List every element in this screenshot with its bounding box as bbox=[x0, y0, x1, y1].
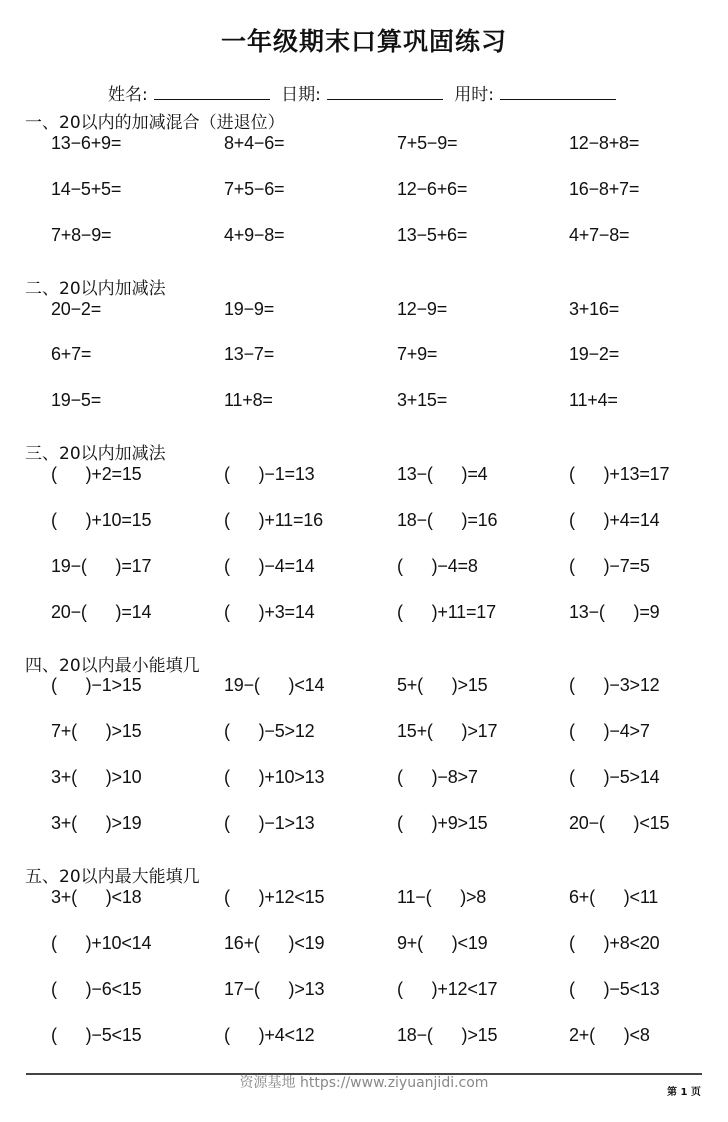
date-blank[interactable] bbox=[327, 83, 443, 100]
problem[interactable]: ( )+4<12 bbox=[224, 1025, 315, 1045]
problem[interactable]: ( )+12<17 bbox=[397, 979, 498, 999]
problem-row bbox=[0, 887, 728, 911]
problem-row bbox=[0, 933, 728, 957]
problem[interactable]: ( )−1>13 bbox=[224, 813, 315, 833]
problem[interactable]: 13−( )=4 bbox=[397, 464, 488, 484]
problem[interactable]: ( )+11=17 bbox=[397, 602, 496, 622]
problem-row bbox=[0, 602, 728, 626]
problem-row bbox=[0, 133, 728, 157]
time-label: 用时: bbox=[454, 85, 495, 105]
date-label: 日期: bbox=[281, 85, 321, 105]
section-1-title: 一、20以内的加减混合（进退位） bbox=[25, 113, 285, 133]
problem: 12−8+8= bbox=[569, 133, 640, 153]
problem[interactable]: ( )+10>13 bbox=[224, 767, 325, 787]
problem-row bbox=[0, 813, 728, 837]
problem[interactable]: ( )−5<13 bbox=[569, 979, 660, 999]
section-5-title: 五、20以内最大能填几 bbox=[25, 867, 200, 887]
problem-row bbox=[0, 767, 728, 791]
problem: 12−9= bbox=[397, 299, 448, 319]
problem[interactable]: 20−( )<15 bbox=[569, 813, 670, 833]
problem[interactable]: ( )−1=13 bbox=[224, 464, 315, 484]
problem[interactable]: 9+( )<19 bbox=[397, 933, 488, 953]
problem: 13−6+9= bbox=[51, 133, 122, 153]
problem: 6+7= bbox=[51, 344, 92, 364]
problem: 8+4−6= bbox=[224, 133, 285, 153]
problem: 14−5+5= bbox=[51, 179, 122, 199]
problem: 19−2= bbox=[569, 344, 620, 364]
problem-row bbox=[0, 721, 728, 745]
problem[interactable]: ( )+8<20 bbox=[569, 933, 660, 953]
problem[interactable]: 6+( )<11 bbox=[569, 887, 659, 907]
problem[interactable]: ( )−8>7 bbox=[397, 767, 478, 787]
name-blank[interactable] bbox=[154, 83, 270, 100]
problem[interactable]: ( )−1>15 bbox=[51, 675, 142, 695]
problem: 3+16= bbox=[569, 299, 620, 319]
problem-row bbox=[0, 510, 728, 534]
problem-row bbox=[0, 390, 728, 414]
footer-watermark: 资源基地 https://www.ziyuanjidi.com bbox=[239, 1075, 489, 1091]
problem[interactable]: ( )−4>7 bbox=[569, 721, 650, 741]
problem[interactable]: 13−( )=9 bbox=[569, 602, 660, 622]
time-blank[interactable] bbox=[500, 83, 616, 100]
problem[interactable]: ( )−4=8 bbox=[397, 556, 478, 576]
problem-row bbox=[0, 556, 728, 580]
problem[interactable]: 15+( )>17 bbox=[397, 721, 498, 741]
section-4-title: 四、20以内最小能填几 bbox=[25, 656, 200, 676]
problem-row bbox=[0, 464, 728, 488]
problem[interactable]: ( )−5>14 bbox=[569, 767, 660, 787]
problem: 7+5−6= bbox=[224, 179, 285, 199]
problem-row bbox=[0, 344, 728, 368]
problem[interactable]: ( )+10<14 bbox=[51, 933, 152, 953]
problem: 4+7−8= bbox=[569, 225, 630, 245]
problem: 3+15= bbox=[397, 390, 448, 410]
problem[interactable]: ( )+12<15 bbox=[224, 887, 325, 907]
problem[interactable]: ( )−6<15 bbox=[51, 979, 142, 999]
section-3-title: 三、20以内加减法 bbox=[25, 444, 166, 464]
problem[interactable]: 16+( )<19 bbox=[224, 933, 325, 953]
problem[interactable]: ( )−5<15 bbox=[51, 1025, 142, 1045]
problem-row bbox=[0, 225, 728, 249]
problem[interactable]: ( )+10=15 bbox=[51, 510, 152, 530]
problem[interactable]: 3+( )>19 bbox=[51, 813, 142, 833]
problem[interactable]: ( )+2=15 bbox=[51, 464, 142, 484]
problem-row bbox=[0, 299, 728, 323]
problem: 16−8+7= bbox=[569, 179, 640, 199]
problem: 11+8= bbox=[224, 390, 273, 410]
problem: 19−5= bbox=[51, 390, 102, 410]
problem[interactable]: ( )+11=16 bbox=[224, 510, 323, 530]
problem-row bbox=[0, 179, 728, 203]
problem[interactable]: ( )+9>15 bbox=[397, 813, 488, 833]
problem[interactable]: 2+( )<8 bbox=[569, 1025, 650, 1045]
page-title: 一年级期末口算巩固练习 bbox=[220, 27, 507, 56]
problem[interactable]: 20−( )=14 bbox=[51, 602, 152, 622]
problem: 19−9= bbox=[224, 299, 275, 319]
problem: 7+5−9= bbox=[397, 133, 458, 153]
problem[interactable]: 5+( )>15 bbox=[397, 675, 488, 695]
problem: 7+8−9= bbox=[51, 225, 112, 245]
problem[interactable]: 18−( )>15 bbox=[397, 1025, 498, 1045]
problem[interactable]: ( )+3=14 bbox=[224, 602, 315, 622]
problem[interactable]: 3+( )>10 bbox=[51, 767, 142, 787]
problem: 11+4= bbox=[569, 390, 618, 410]
problem[interactable]: ( )−3>12 bbox=[569, 675, 660, 695]
problem[interactable]: 19−( )<14 bbox=[224, 675, 325, 695]
student-info-line bbox=[108, 80, 622, 105]
page-number: 第 1 页 bbox=[667, 1087, 701, 1098]
problem: 13−7= bbox=[224, 344, 275, 364]
problem-row bbox=[0, 1025, 728, 1049]
problem[interactable]: ( )+13=17 bbox=[569, 464, 670, 484]
problem[interactable]: ( )−4=14 bbox=[224, 556, 315, 576]
problem: 13−5+6= bbox=[397, 225, 468, 245]
problem[interactable]: 3+( )<18 bbox=[51, 887, 142, 907]
problem[interactable]: ( )−7=5 bbox=[569, 556, 650, 576]
problem[interactable]: ( )−5>12 bbox=[224, 721, 315, 741]
problem[interactable]: 11−( )>8 bbox=[397, 887, 487, 907]
problem-row bbox=[0, 979, 728, 1003]
section-2-title: 二、20以内加减法 bbox=[25, 279, 166, 299]
problem: 4+9−8= bbox=[224, 225, 285, 245]
problem[interactable]: 7+( )>15 bbox=[51, 721, 142, 741]
problem: 20−2= bbox=[51, 299, 102, 319]
problem[interactable]: 18−( )=16 bbox=[397, 510, 498, 530]
name-label: 姓名: bbox=[108, 85, 148, 105]
problem[interactable]: 17−( )>13 bbox=[224, 979, 325, 999]
problem[interactable]: 19−( )=17 bbox=[51, 556, 152, 576]
problem[interactable]: ( )+4=14 bbox=[569, 510, 660, 530]
problem: 12−6+6= bbox=[397, 179, 468, 199]
problem: 7+9= bbox=[397, 344, 438, 364]
problem-row bbox=[0, 675, 728, 699]
